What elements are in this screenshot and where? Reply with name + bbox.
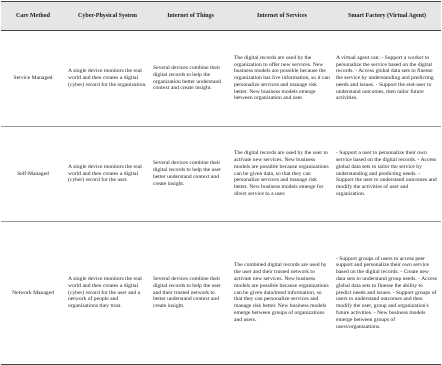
header-care-method: Care Method — [1, 2, 65, 31]
smart-factory-cell: A virtual agent can: - Support a worker to personalize the service based on the digital records. - Access global data sets to finesse the service by understanding and predicting needs and issues. - Support the end-user to understand outcomes, then tailor future activities. — [333, 31, 441, 127]
header-row — [1, 2, 441, 31]
care-methods-table — [1, 1, 441, 365]
header-internet-of-services: Internet of Services — [231, 2, 333, 31]
ios-cell: The digital records are used by the organization to offer new services. New business models are possible because the organization has live information, so it can personalize services and manage risk better. New business models emerge between organization and user. — [231, 31, 333, 127]
iot-cell: Several devices combine their digital records to help the user better understand context and create insight. — [150, 127, 231, 222]
header-cyber-physical-system: Cyber-Physical System — [65, 2, 150, 31]
cps-cell: A single device monitors the real world and then creates a digital (cyber) record for the organization. — [65, 31, 150, 127]
table-row — [1, 31, 441, 127]
care-method-cell: Service Managed — [1, 31, 65, 127]
table-row — [1, 127, 441, 222]
cps-cell: A single device monitors the real world and then creates a digital (cyber) record for the user. — [65, 127, 150, 222]
smart-factory-cell: - Support a user to personalize their own service based on the digital records. - Access global data sets to tailor the service by understanding and predicting needs. - Support the user to understand outcomes and modify the activities of user and organization. — [333, 127, 441, 222]
iot-cell: Several devices combine their digital records to help the user and their trusted network to better understand context and create insight. — [150, 222, 231, 365]
header-smart-factory: Smart Factory (Virtual Agent) — [333, 2, 441, 31]
smart-factory-cell: - Support groups of users to access peer support and personalize their own service based on the digital records. - Create new data sets to understand group needs. - Access global data sets to finesse the ability to predict needs and issues. - Support groups of users to understand outcomes and then modify the user, group and organization's future activities. - New business models emerge between groups of users/organizations. — [333, 222, 441, 365]
iot-cell: Several devices combine their digital records to help the organization better understand context and create insight. — [150, 31, 231, 127]
cps-cell: A single device monitors the real world and then creates a digital (cyber) record for the user and a network of people and organizations they trust. — [65, 222, 150, 365]
ios-cell: The digital records are used by the user to activate new services. New business models are possible because organizations can be given data, so that they can personalize services and manage risk better. New business models emerge for direct service to a user. — [231, 127, 333, 222]
care-method-cell: Self-Managed — [1, 127, 65, 222]
table-row — [1, 222, 441, 365]
ios-cell: The combined digital records are used by the user and their trusted network to activate new services. New business models are possible because organizations can be given data/trend information, so that they can personalize services and manage risk better. New business models emerge between groups of organizations and users. — [231, 222, 333, 365]
header-internet-of-things: Internet of Things — [150, 2, 231, 31]
care-method-cell: Network Managed — [1, 222, 65, 365]
